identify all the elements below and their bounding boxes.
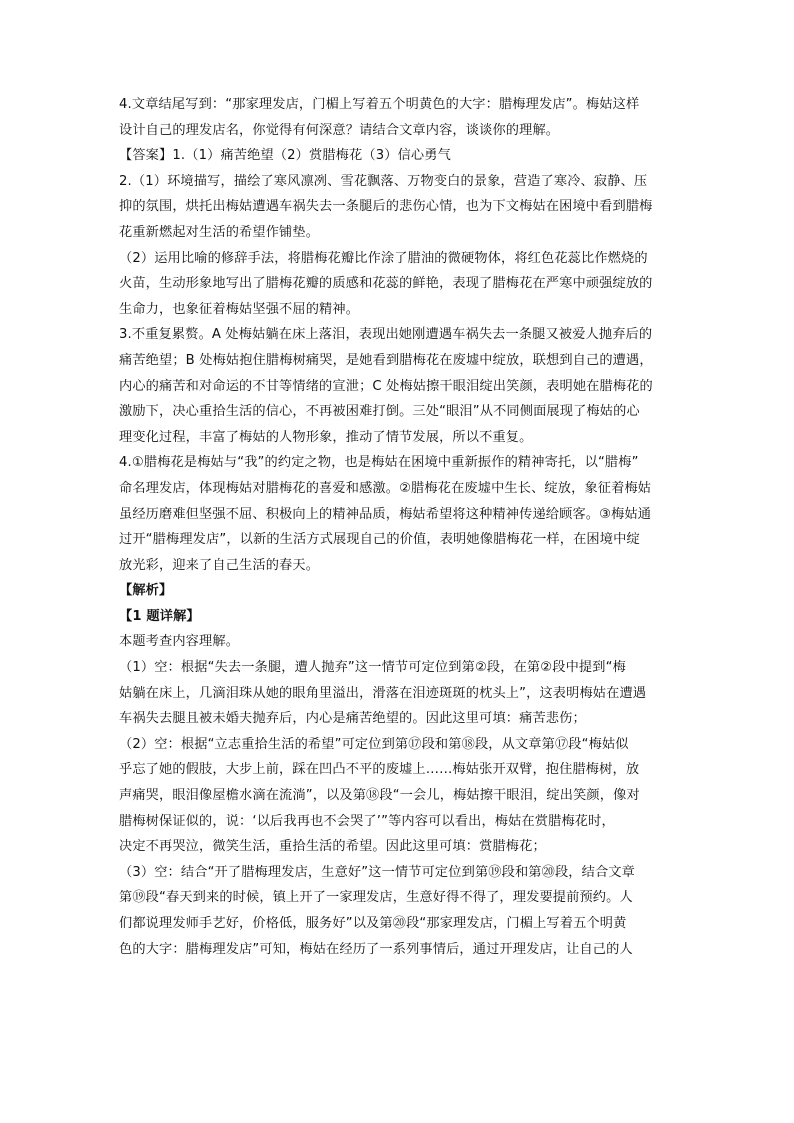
analysis-line: 乎忘了她的假肢，大步上前，踩在凹凸不平的废墟上……梅姑张开双臂，抱住腊梅树，放: [119, 762, 640, 778]
analysis-line: 决定不再哭泣，微笑生活，重拾生活的希望。因此这里可填：赏腊梅花；: [119, 839, 546, 855]
answer-2-line: 2.（1）环境描写，描绘了寒风凛冽、雪花飘落、万物变白的景象，营造了寒冷、寂静、压: [119, 173, 648, 189]
analysis-line: 第⑲段“春天到来的时候，镇上开了一家理发店，生意好得不得了，理发要提前预约。人: [119, 890, 633, 906]
answer-4-line: 过开“腊梅理发店”，以新的生活方式展现自己的价值，表明她像腊梅花一样，在困境中绽: [119, 532, 640, 548]
document-body: [119, 92, 679, 962]
analysis-line: 们都说理发师手艺好，价格低，服务好”以及第⑳段“那家理发店，门楣上写着五个明黄: [119, 916, 627, 931]
answer-2-line: 火苗，生动形象地写出了腊梅花瓣的质感和花蕊的鲜艳，表现了腊梅花在严寒中顽强绽放的: [119, 276, 653, 292]
answer-4-line: 命名理发店，体现梅姑对腊梅花的喜爱和感激。②腊梅花在废墟中生长、绽放，象征着梅姑: [119, 480, 652, 496]
analysis-line: （2）空：根据“立志重拾生活的希望”可定位到第⑰段和第⑱段，从文章第⑰段“梅姑似: [119, 736, 629, 752]
analysis-heading: 【解析】: [119, 583, 173, 599]
analysis-line: 腊梅树保证似的，说：‘以后我再也不会哭了’”等内容可以看出，梅姑在赏腊梅花时，: [119, 813, 615, 829]
answer-4-line: 放光彩，迎来了自己生活的春天。: [119, 557, 320, 573]
answer-4-line: 虽经历磨难但坚强不屈、积极向上的精神品质，梅姑希望将这种精神传递给顾客。③梅姑通: [119, 506, 652, 522]
detail-heading: 【1 题详解】: [119, 608, 200, 624]
answer-2-line: 生命力，也象征着梅姑坚强不屈的精神。: [119, 301, 360, 317]
answer-2-line: 花重新燃起对生活的希望作铺垫。: [119, 224, 320, 240]
answer-3-line: 痛苦绝望；B 处梅姑抱住腊梅树痛哭，是她看到腊梅花在废墟中绽放，联想到自己的遭遇，: [119, 352, 653, 368]
answer-heading: 【答案】1.（1）痛苦绝望（2）赏腊梅花（3）信心勇气: [119, 148, 451, 164]
analysis-line: 色的大字：腊梅理发店”可知，梅姑在经历了一系列事情后，通过开理发店，让自己的人: [119, 941, 633, 957]
answer-3-line: 3.不重复累赘。A 处梅姑躺在床上落泪，表现出她刚遭遇车祸失去一条腿又被爱人抛弃后的: [119, 327, 653, 343]
question-4-line-2: 设计自己的理发店名，你觉得有何深意？请结合文章内容，谈谈你的理解。: [119, 122, 560, 138]
analysis-line: 姑躺在床上，几滴泪珠从她的眼角里溢出，滑落在泪迹斑斑的枕头上”，这表明梅姑在遭遇: [119, 685, 647, 701]
answer-2-line: （2）运用比喻的修辞手法，将腊梅花瓣比作涂了腊油的微硬物体，将红色花蕊比作燃烧的: [119, 250, 648, 266]
answer-3-line: 内心的痛苦和对命运的不甘等情绪的宣泄；C 处梅姑擦干眼泪绽出笑颜，表明她在腊梅花的: [119, 378, 653, 394]
question-4-line-1: 4.文章结尾写到：“那家理发店，门楣上写着五个明黄色的大字：腊梅理发店”。梅姑这样: [119, 97, 640, 112]
analysis-line: （1）空：根据“失去一条腿，遭人抛弃”这一情节可定位到第②段，在第②段中提到“梅: [119, 660, 626, 676]
answer-3-line: 理变化过程，丰富了梅姑的人物形象，推动了情节发展，所以不重复。: [119, 429, 533, 445]
analysis-line: 声痛哭，眼泪像屋檐水滴在流淌”，以及第⑱段“一会儿，梅姑擦干眼泪，绽出笑颜，像对: [119, 788, 640, 804]
analysis-line: 本题考查内容理解。: [119, 634, 240, 650]
answer-3-line: 激励下，决心重拾生活的信心，不再被困难打倒。三处“眼泪”从不同侧面展现了梅姑的心: [119, 404, 640, 420]
analysis-line: 车祸失去腿且被未婚夫抛弃后，内心是痛苦绝望的。因此这里可填：痛苦悲伤；: [119, 711, 586, 727]
analysis-line: （3）空：结合“开了腊梅理发店，生意好”这一情节可定位到第⑲段和第⑳段，结合文章: [119, 864, 635, 880]
answer-2-line: 抑的氛围，烘托出梅姑遭遇车祸失去一条腿后的悲伤心情，也为下文梅姑在困境中看到腊梅: [119, 199, 653, 215]
answer-4-line: 4.①腊梅花是梅姑与“我”的约定之物，也是梅姑在困境中重新振作的精神寄托，以“腊梅”: [119, 455, 639, 471]
